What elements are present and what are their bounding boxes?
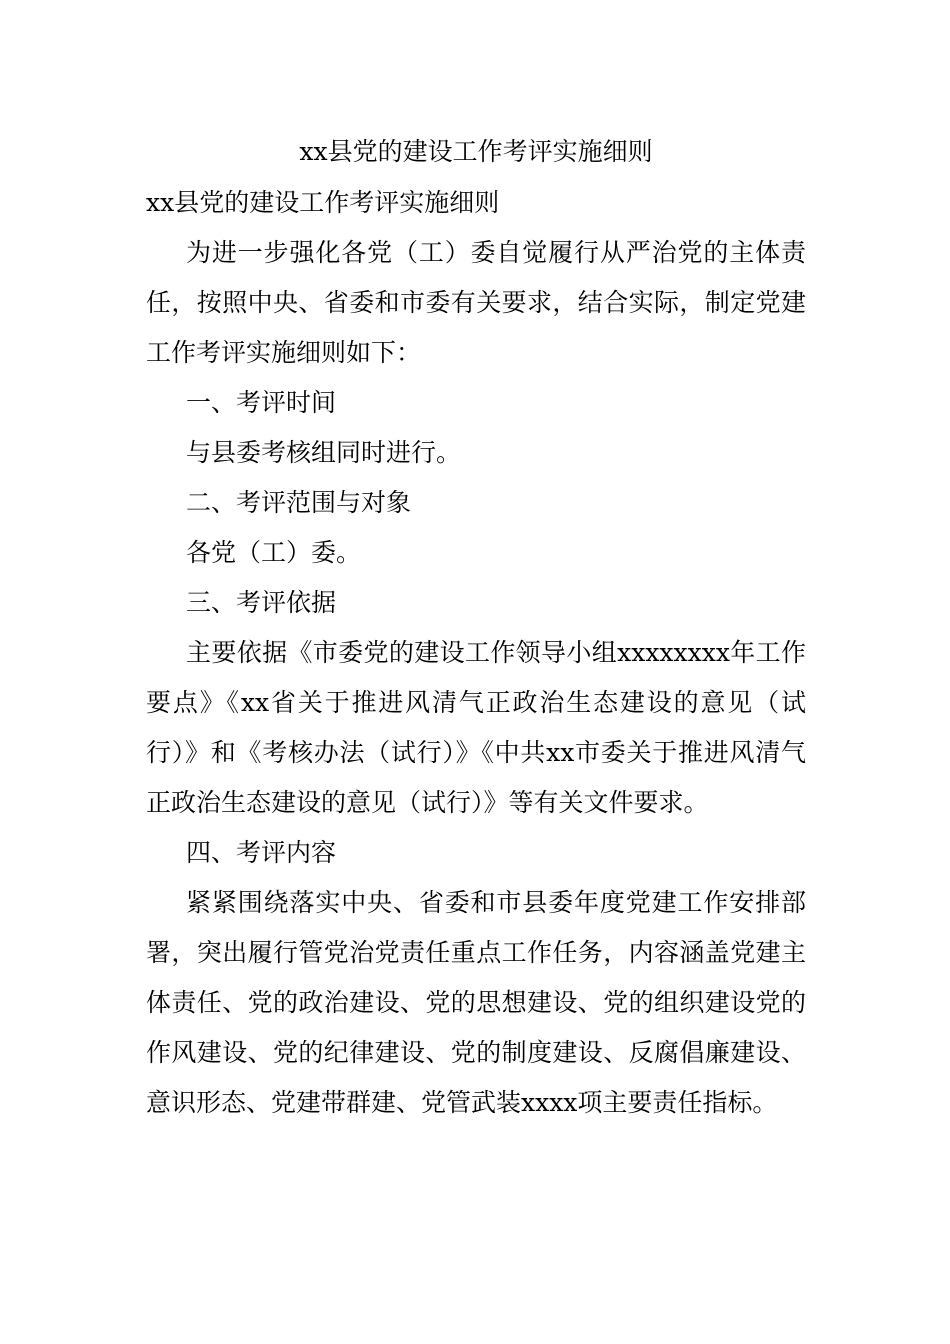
paragraph-basis: 主要依据《市委党的建设工作领导小组xxxxxxxx年工作要点》《xx省关于推进风清气正政治生态建设的意见（试行）》和《考核办法（试行）》《中共xx市委关于推进风清气正政治生态建设的意见（试行）》等有关文件要求。 <box>146 638 806 817</box>
section-heading-basis: 三、考评依据 <box>186 588 337 617</box>
document-body <box>146 128 806 1128</box>
section-heading-time: 一、考评时间 <box>186 388 337 417</box>
paragraph-scope: 各党（工）委。 <box>186 538 362 567</box>
paragraph-time: 与县委考核组同时进行。 <box>186 438 462 467</box>
document-title: xx县党的建设工作考评实施细则 <box>299 137 653 166</box>
section-heading-content: 四、考评内容 <box>186 838 337 867</box>
paragraph-content: 紧紧围绕落实中央、省委和市县委年度党建工作安排部署，突出履行管党治党责任重点工作任务，内容涵盖党建主体责任、党的政治建设、党的思想建设、党的组织建设党的作风建设、党的纪律建设、党的制度建设、反腐倡廉建设、意识形态、党建带群建、党管武装xxxx项主要责任指标。 <box>146 888 806 1117</box>
section-heading-scope: 二、考评范围与对象 <box>186 488 412 517</box>
paragraph-intro: 为进一步强化各党（工）委自觉履行从严治党的主体责任，按照中央、省委和市委有关要求，结合实际，制定党建工作考评实施细则如下： <box>146 238 806 367</box>
document-subtitle: xx县党的建设工作考评实施细则 <box>146 188 500 217</box>
